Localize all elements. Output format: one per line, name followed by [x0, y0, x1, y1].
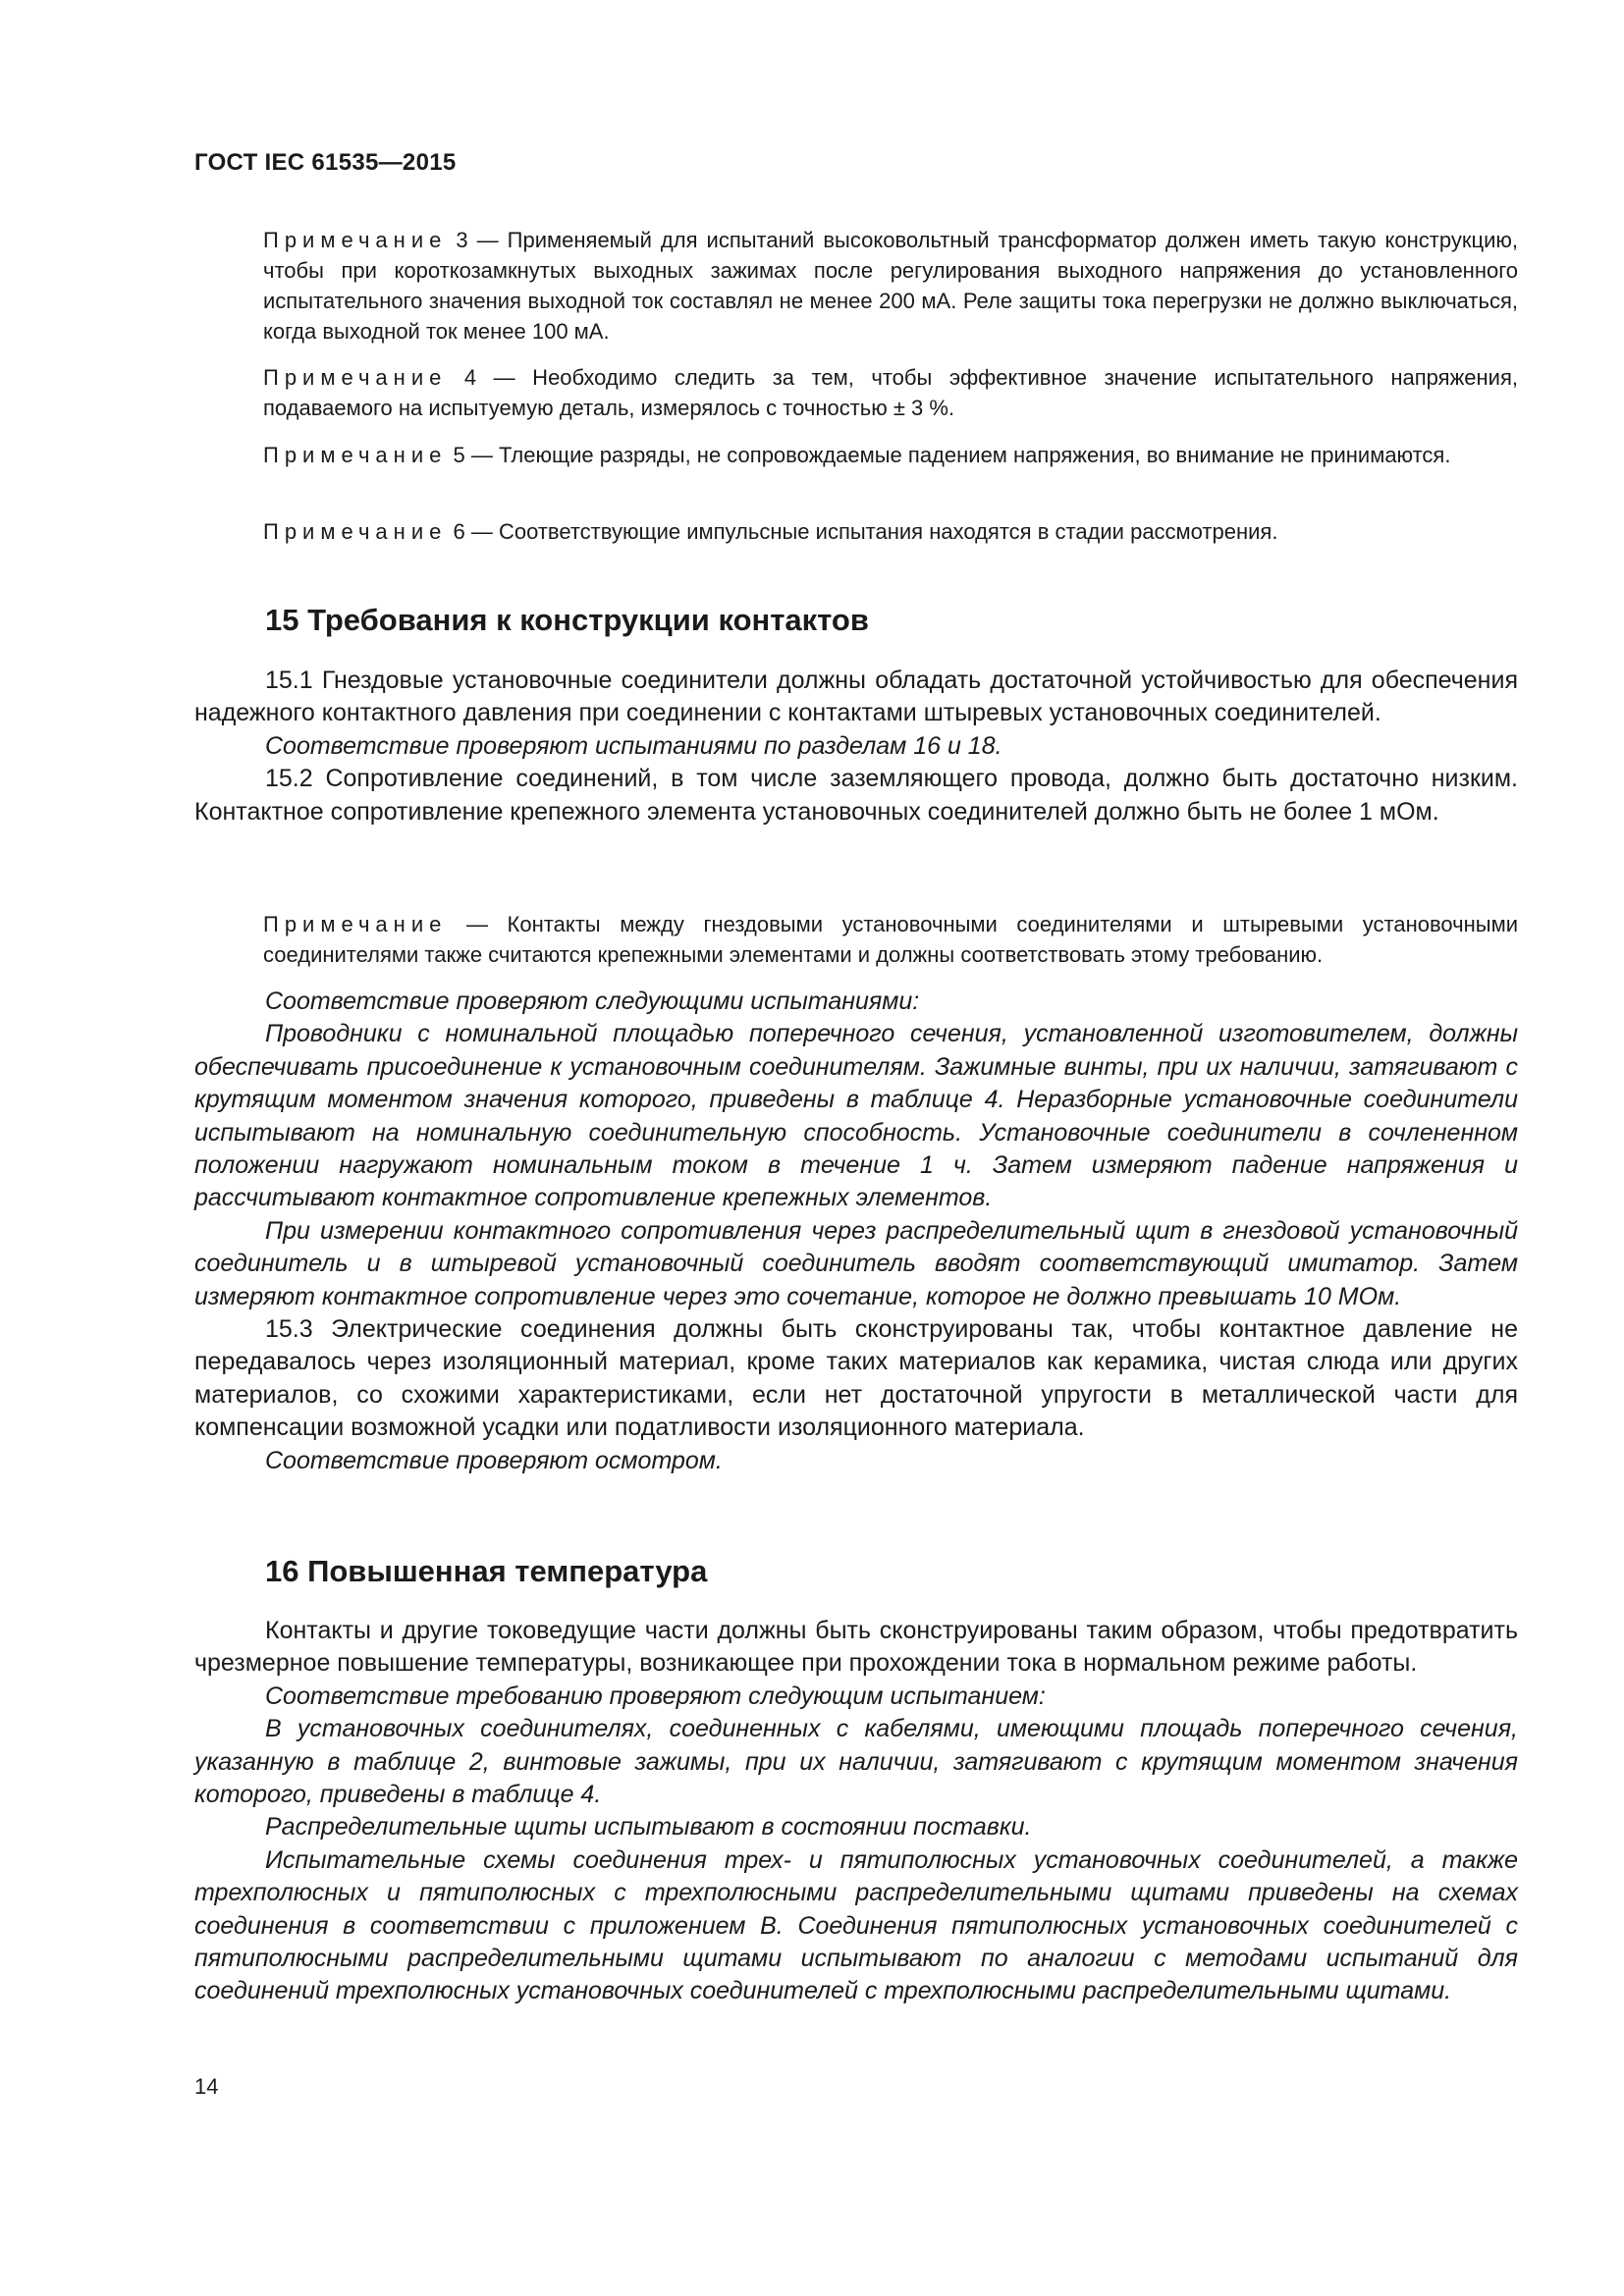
page-number: 14 [194, 2074, 219, 2099]
note-15-2 [194, 909, 1518, 970]
paragraph-15-2: 15.2 Сопротивление соединений, в том числе заземляющего провода, должно быть достаточно низким. Контактное сопротивление крепежного элемента установочных соединителей должно быть не более 1 мОм. [194, 765, 1518, 826]
compliance-line: Соответствие проверяют следующими испытаниями: [265, 988, 920, 1015]
section-15-heading: 15 Требования к конструкции контактов [265, 603, 869, 637]
test-procedure: В установочных соединителях, соединенных с кабелями, имеющими площадь поперечного сечения, указанную в таблице 2, винтовые зажимы, при их наличии, затягивают с крутящим моментом значения которого, приведены в таблице 4. [194, 1715, 1518, 1809]
paragraph-16-intro: Контакты и другие токоведущие части должны быть сконструированы таким образом, чтобы предотвратить чрезмерное повышение температуры, возникающее при прохождении тока в нормальном режиме работы. [194, 1617, 1518, 1678]
note-number: 4 [463, 365, 477, 390]
section-16-body [194, 1615, 1518, 2008]
note-label: Примечание [263, 912, 448, 936]
note-label: Примечание [263, 519, 448, 544]
note-6 [194, 516, 1518, 547]
section-15-body-2 [194, 986, 1518, 1477]
note-number: 3 [456, 228, 468, 252]
test-procedure: При измерении контактного сопротивления через распределительный щит в гнездовой установочный соединитель и в штыревой установочный соединитель вводят соответствующий имитатор. Затем измеряют контактное сопротивление через это сочетание, которое не должно превышать 10 МОм. [194, 1216, 1518, 1310]
note-label: Примечание [263, 228, 448, 252]
note-text: — Соответствующие импульсные испытания находятся в стадии рассмотрения. [470, 519, 1278, 544]
note-label: Примечание [263, 443, 448, 467]
note-text: — Тлеющие разряды, не сопровождаемые падением напряжения, во внимание не принимаются. [470, 443, 1451, 467]
test-procedure: Распределительные щиты испытывают в состоянии поставки. [265, 1813, 1032, 1842]
paragraph-15-3: 15.3 Электрические соединения должны быть сконструированы так, чтобы контактное давление не передавалось через изоляционный материал, кроме таких материалов как керамика, чистая слюда или других материалов, со схожими характеристиками, если нет достаточной упругости в металлической части для компенсации возможной усадки или податливости изоляционного материала. [194, 1315, 1518, 1442]
note-3 [194, 225, 1518, 347]
note-5 [194, 440, 1518, 470]
paragraph-15-1: 15.1 Гнездовые установочные соединители должны обладать достаточной устойчивостью для обеспечения надежного контактного давления при соединении с контактами штыревых установочных соединителей. [194, 667, 1518, 727]
compliance-line: Соответствие требованию проверяют следующим испытанием: [265, 1682, 1046, 1710]
document-header: ГОСТ IEC 61535—2015 [194, 149, 457, 176]
test-procedure: Испытательные схемы соединения трех- и пятиполюсных установочных соединителей, а также трехполюсных и пятиполюсных с трехполюсными распределительными щитами приведены на схемах соединения в соответствии с приложением В. Соединения пятиполюсных установочных соединителей с пятиполюсными распределительными щитами испытывают по аналогии с методами испытаний для соединений трехполюсных установочных соединителей с трехполюсными распределительными щитами. [194, 1845, 1518, 2005]
note-number: 5 [453, 443, 465, 467]
section-16-heading: 16 Повышенная температура [265, 1554, 708, 1588]
note-4 [194, 362, 1518, 423]
note-text: — Применяемый для испытаний высоковольтный трансформатор должен иметь такую конструкцию, чтобы при короткозамкнутых выходных зажимах после регулирования выходного напряжения до установленного испытательного значения выходной ток составлял не менее 200 мА. Реле защиты тока перегрузки не должно выключаться, когда выходной ток менее 100 мА. [263, 228, 1518, 344]
note-text: — Необходимо следить за тем, чтобы эффективное значение испытательного напряжения, подаваемого на испытуемую деталь, измерялось с точностью ± 3 %. [263, 365, 1518, 420]
test-procedure: Проводники с номинальной площадью поперечного сечения, установленной изготовителем, должны обеспечивать присоединение к установочным соединителям. Зажимные винты, при их наличии, затягивают с крутящим моментом значения которого, приведены в таблице 4. Неразборные установочные соединители испытывают на номинальную соединительную способность. Установочные соединители в сочлененном положении нагружают номинальным током в течение 1 ч. Затем измеряют падение напряжения и рассчитывают контактное сопротивление крепежных элементов. [194, 1020, 1518, 1212]
note-label: Примечание [263, 365, 448, 390]
compliance-line: Соответствие проверяют испытаниями по разделам 16 и 18. [265, 731, 1002, 760]
section-15-body-1 [194, 665, 1518, 828]
compliance-line: Соответствие проверяют осмотром. [265, 1446, 723, 1474]
note-number: 6 [453, 519, 465, 544]
note-text: — Контакты между гнездовыми установочными соединителями и штыревыми установочными соединителями также считаются крепежными элементами и должны соответствовать этому требованию. [263, 912, 1518, 967]
